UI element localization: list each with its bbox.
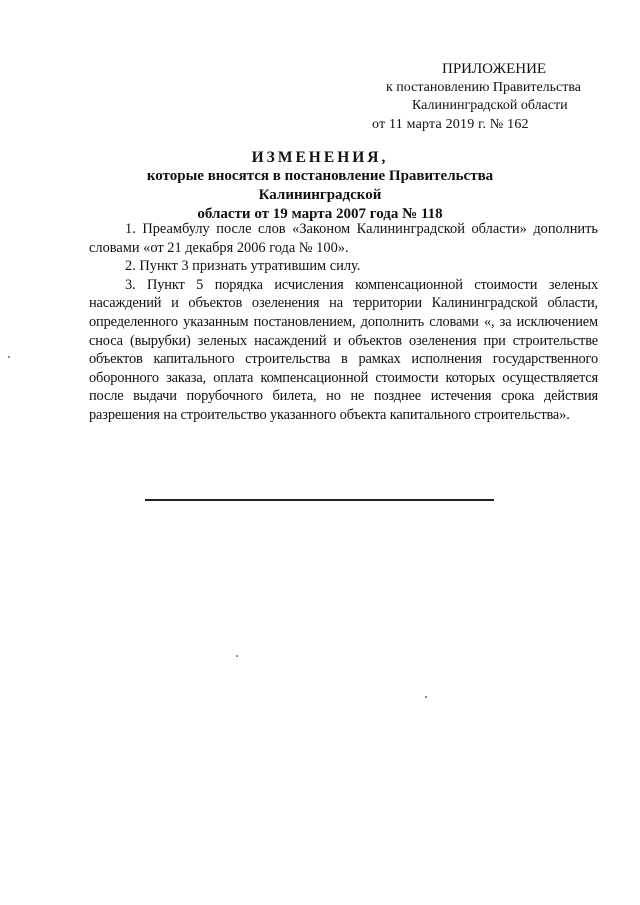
paragraph-item-3: 3. Пункт 5 порядка исчисления компенсационной стоимости зеленых насаждений и объектов озеленения на территории Калининградской области, определенного указанным постановлением, дополнить словами «, за исключением сноса (вырубки) зеленых насаждений и объектов озеленения при строительстве объектов капитального строительства в рамках исполнения государственного оборонного заказа, оплата компенсационной стоимости которых осуществляется после выдачи порубочного билета, но не позднее истечения срока действия разрешения на строительство указанного объекта капитального строительства». [89,276,598,423]
scan-speck [8,356,10,358]
document-heading [90,148,550,224]
heading-subtitle-line2: области от 19 марта 2007 года № 118 [197,206,443,222]
scan-speck [236,655,238,657]
paragraph-item-2: 2. Пункт 3 признать утратившим силу. [125,258,361,275]
document-body [89,220,598,425]
closing-rule [145,499,494,501]
heading-subtitle-line1: которые вносятся в постановление Правительства Калининградской [146,168,494,203]
appendix-date-number: от 11 марта 2019 г. № 162 [372,117,529,132]
appendix-reference-line1: к постановлению Правительства [386,80,582,95]
appendix-title: ПРИЛОЖЕНИЕ [442,61,547,77]
heading-title: ИЗМЕНЕНИЯ, [251,149,389,166]
appendix-reference-line2: Калининградской области [412,98,568,113]
paragraph-item-1: 1. Преамбулу после слов «Законом Калининградской области» дополнить словами «от 21 декабря 2006 года № 100». [89,221,598,256]
scan-speck [425,696,427,698]
